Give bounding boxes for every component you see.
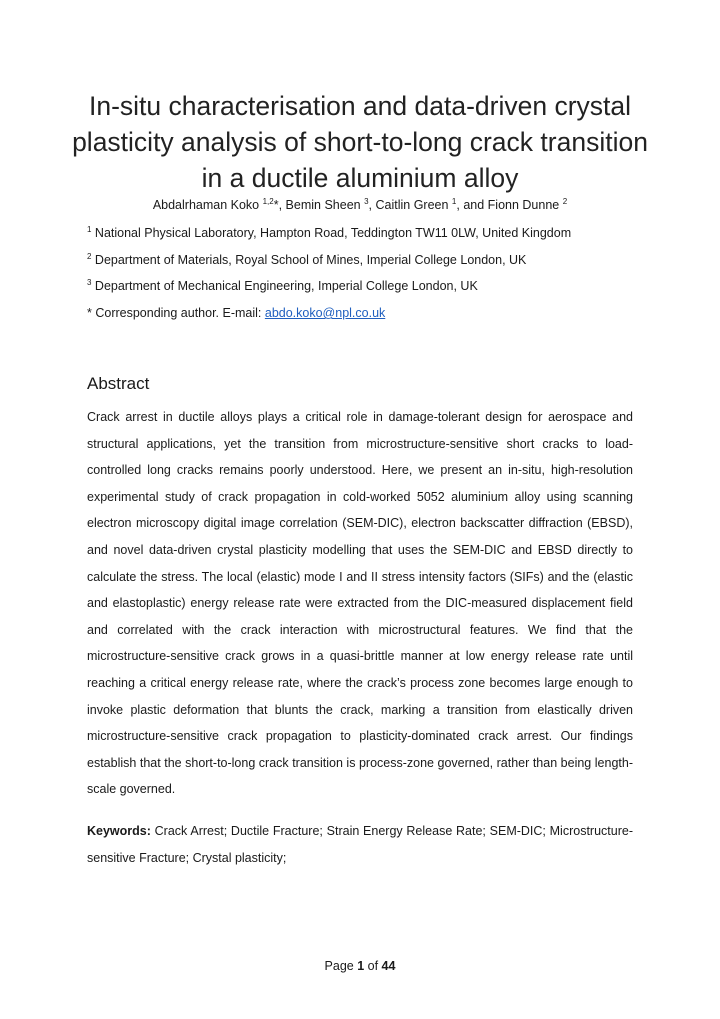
- author-separator: ,: [368, 198, 376, 212]
- footer-prefix: Page: [324, 959, 358, 973]
- affiliation-mark: 2: [87, 252, 92, 261]
- author-affiliation-mark: 3: [364, 197, 369, 206]
- title-line-2: plasticity analysis of short-to-long crack transition: [72, 127, 648, 157]
- author-separator: *,: [273, 198, 286, 212]
- footer-middle: of: [364, 959, 382, 973]
- author-affiliation-mark: 2: [562, 197, 568, 206]
- affiliation-3: [87, 279, 478, 293]
- keywords-text: Crack Arrest; Ductile Fracture; Strain Energy Release Rate; SEM-DIC; Microstructure-sensitive Fracture; Crystal plasticity;: [87, 824, 633, 865]
- affiliation-text: Department of Materials, Royal School of Mines, Imperial College London, UK: [91, 253, 527, 267]
- keywords: [87, 818, 633, 871]
- paper-title: [60, 88, 660, 196]
- abstract-text: Crack arrest in ductile alloys plays a critical role in damage-tolerant design for aerospace and structural applications, yet the transition from microstructure-sensitive short cracks to load-controlled long cracks remains poorly understood. Here, we present an in-situ, high-resolution experimental study of crack propagation in cold-worked 5052 aluminium alloy using scanning electron microscopy digital image correlation (SEM-DIC), electron backscatter diffraction (EBSD), and novel data-driven crystal plasticity modelling that uses the SEM-DIC and EBSD directly to calculate the stress. The local (elastic) mode I and II stress intensity factors (SIFs) and the (elastic and elastoplastic) energy release rate were extracted from the DIC-measured displacement field and correlated with the crack interaction with microstructural features. We find that the microstructure-sensitive crack grows in a quasi-brittle manner at low energy release rate until reaching a critical energy release rate, where the crack’s process zone becomes large enough to invoke plastic deformation that blunts the crack, marking a transition from elastically driven microstructure-sensitive crack propagation to plasticity-dominated crack arrest. Our findings establish that the short-to-long crack transition is process-zone governed, rather than being length-scale governed.: [87, 410, 633, 797]
- abstract-heading: Abstract: [87, 374, 150, 393]
- author-list: [60, 198, 660, 212]
- affiliation-mark: 1: [87, 225, 92, 234]
- author-separator: , and: [456, 198, 488, 212]
- page-footer: [0, 959, 720, 973]
- title-line-3: in a ductile aluminium alloy: [201, 163, 519, 193]
- affiliation-mark: 3: [87, 278, 92, 287]
- affiliation-text: National Physical Laboratory, Hampton Road, Teddington TW11 0LW, United Kingdom: [91, 226, 572, 240]
- keywords-label: Keywords:: [87, 824, 151, 838]
- author-name: Abdalrhaman Koko: [152, 198, 263, 212]
- title-line-1: In-situ characterisation and data-driven crystal: [88, 91, 632, 121]
- corresponding-label: * Corresponding author. E-mail:: [87, 306, 265, 320]
- corresponding-author: [87, 306, 385, 320]
- author-name: Caitlin Green: [375, 198, 452, 212]
- email-link[interactable]: abdo.koko@npl.co.uk: [264, 306, 386, 320]
- author-affiliation-mark: 1,2: [262, 197, 274, 206]
- page-number-current: 1: [357, 959, 365, 973]
- author-affiliation-mark: 1: [451, 197, 457, 206]
- author-name: Fionn Dunne: [487, 198, 563, 212]
- affiliation-text: Department of Mechanical Engineering, Imperial College London, UK: [91, 279, 478, 293]
- author-name: Bemin Sheen: [285, 198, 365, 212]
- affiliation-2: [87, 253, 526, 267]
- affiliation-1: [87, 226, 571, 240]
- page-number-total: 44: [381, 959, 396, 973]
